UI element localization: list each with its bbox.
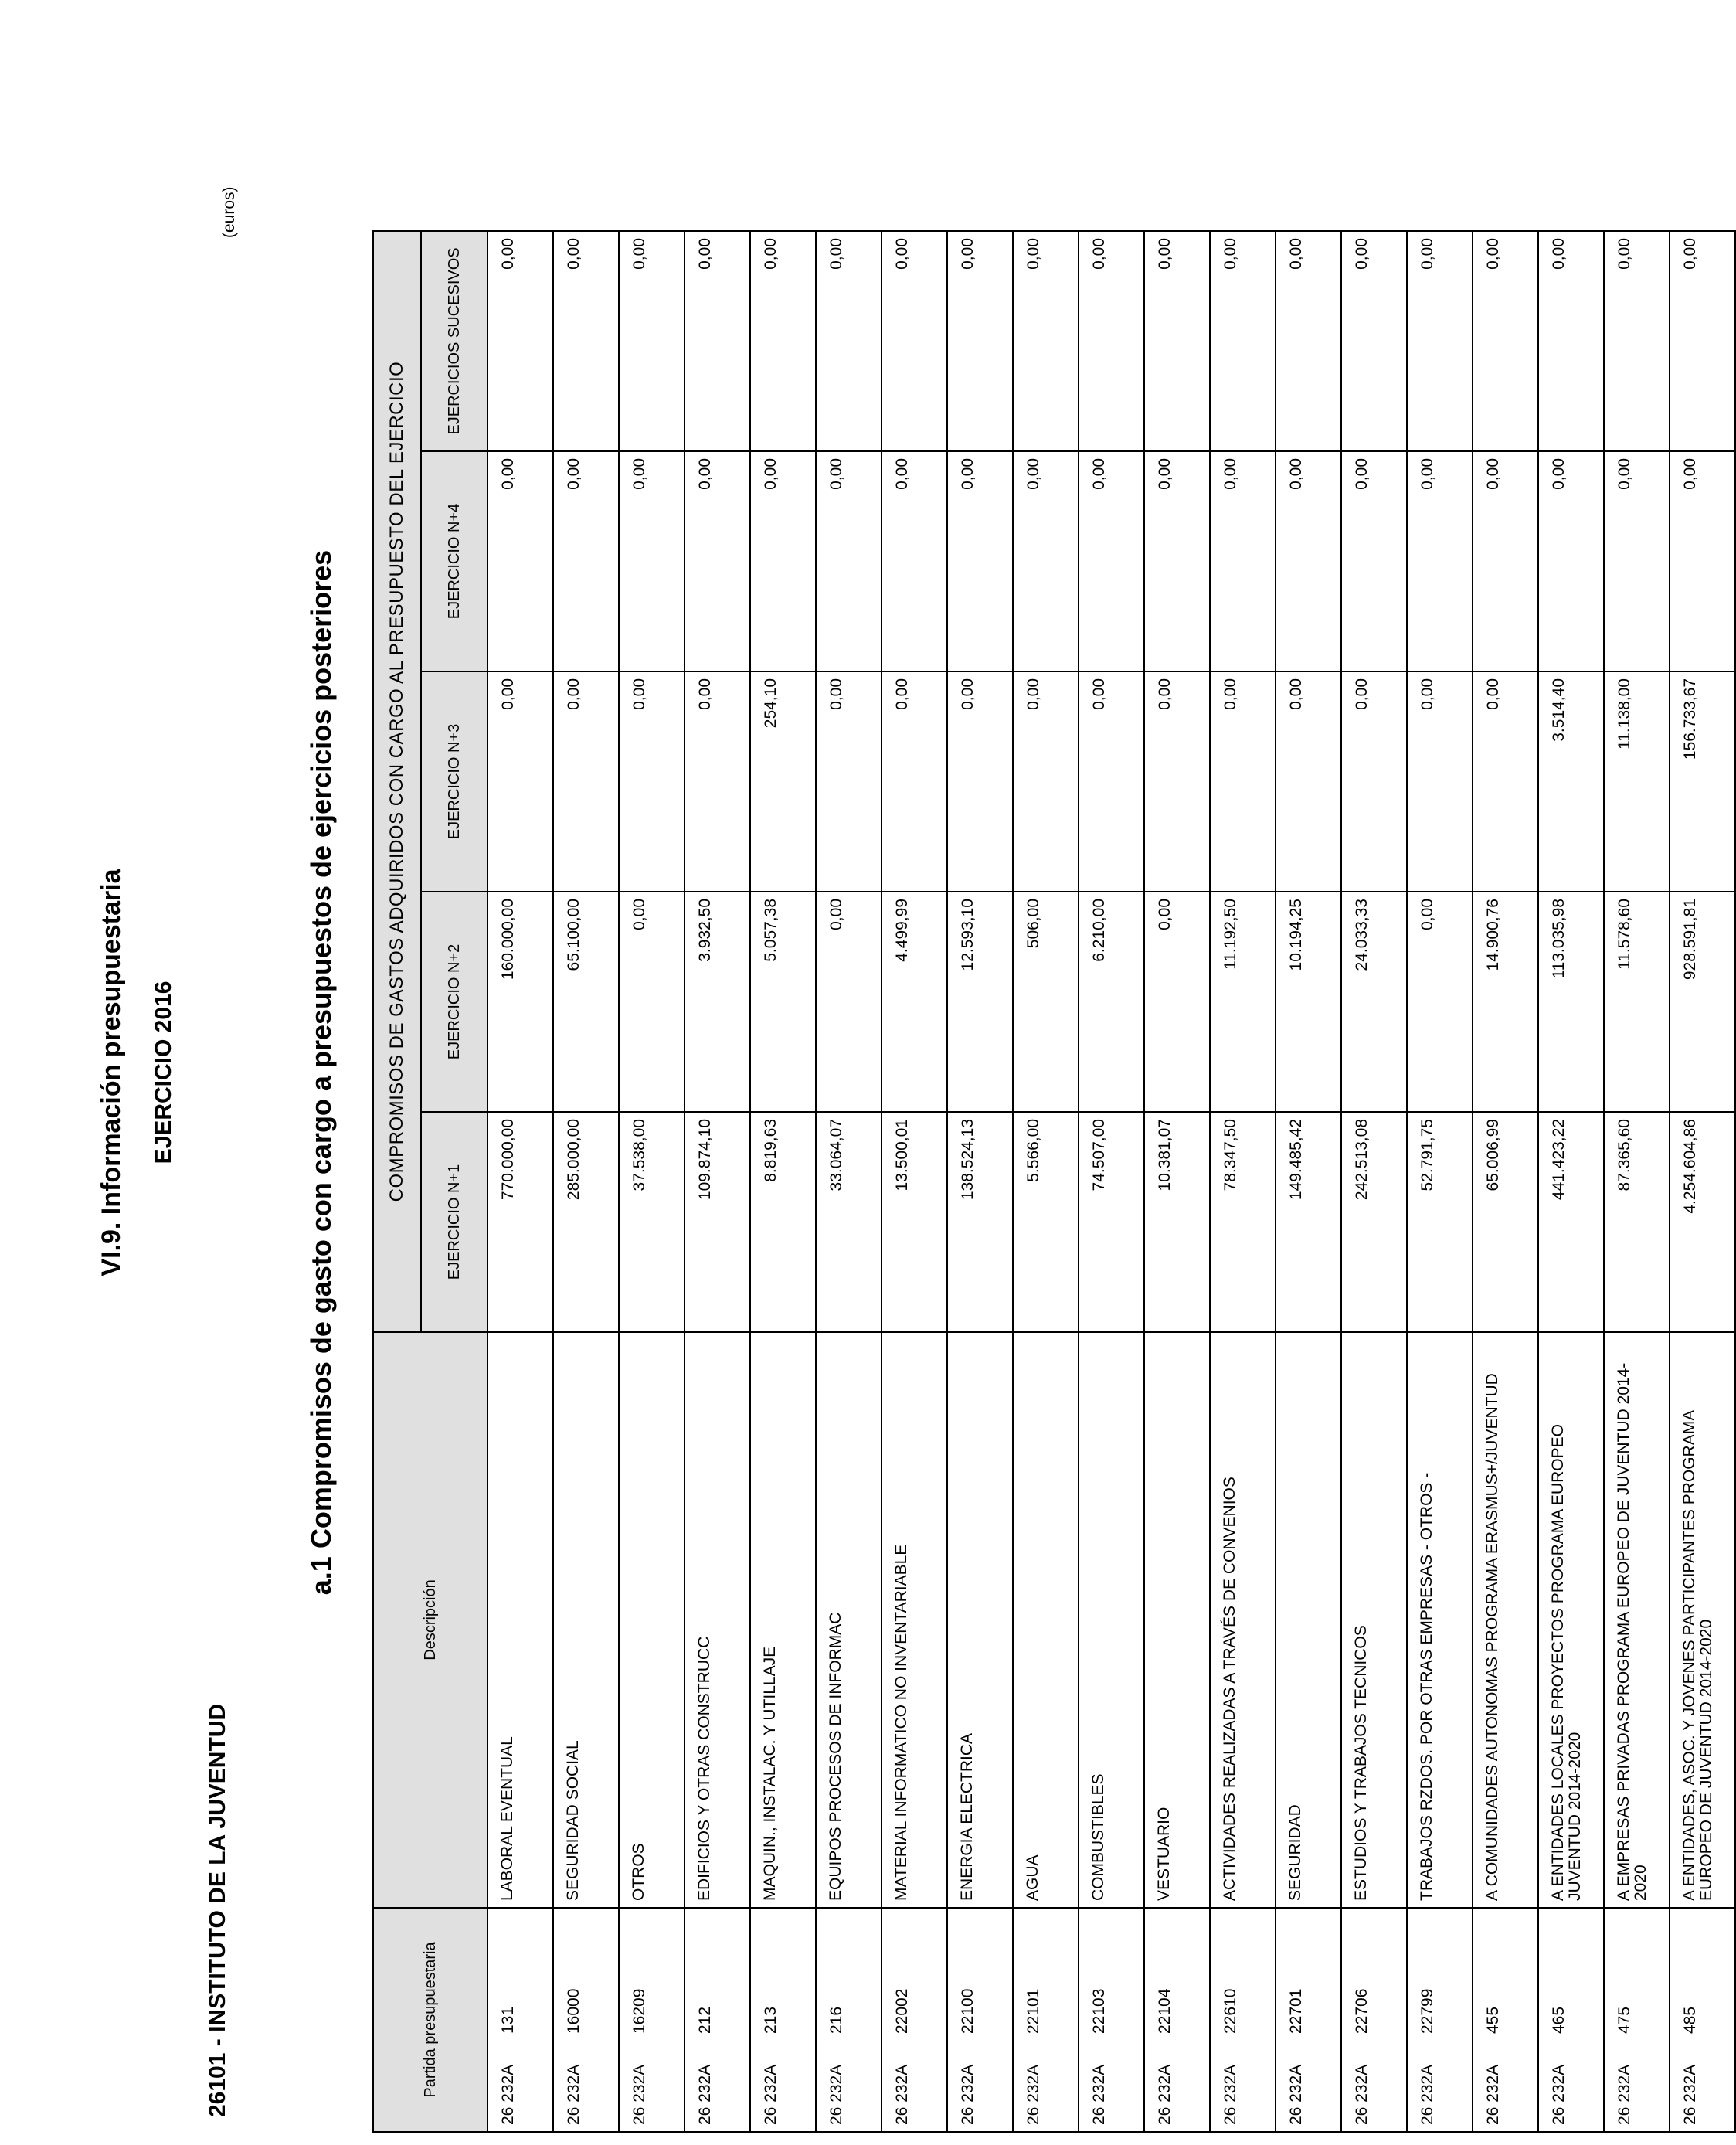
program-code: 26 232A bbox=[630, 2064, 648, 2125]
amount-suc-cell: 0,00 bbox=[1604, 231, 1670, 451]
header-partida: Partida presupuestaria bbox=[373, 1908, 488, 2132]
partida-cell bbox=[1407, 1908, 1473, 2132]
amount-suc-cell: 0,00 bbox=[1670, 231, 1735, 451]
table-row bbox=[1276, 231, 1341, 2132]
amount-suc-cell: 0,00 bbox=[619, 231, 685, 451]
table-row bbox=[488, 231, 553, 2132]
description-cell: ACTIVIDADES REALIZADAS A TRAVÉS DE CONVENIOS bbox=[1210, 1332, 1276, 1908]
amount-n3-cell: 11.138,00 bbox=[1604, 671, 1670, 892]
amount-n3-cell: 0,00 bbox=[619, 671, 685, 892]
amount-n3-cell: 0,00 bbox=[1144, 671, 1210, 892]
economic-code: 16000 bbox=[565, 1988, 583, 2034]
amount-suc-cell: 0,00 bbox=[685, 231, 750, 451]
description-cell: EQUIPOS PROCESOS DE INFORMAC bbox=[816, 1332, 882, 1908]
amount-n2-cell: 10.194,25 bbox=[1276, 892, 1341, 1112]
amount-n2-cell: 928.591,81 bbox=[1670, 892, 1735, 1112]
currency-units-label: (euros) bbox=[220, 186, 238, 238]
amount-suc-cell: 0,00 bbox=[816, 231, 882, 451]
partida-cell bbox=[1210, 1908, 1276, 2132]
amount-n4-cell: 0,00 bbox=[619, 451, 685, 671]
description-cell: LABORAL EVENTUAL bbox=[488, 1332, 553, 1908]
amount-n4-cell: 0,00 bbox=[750, 451, 816, 671]
economic-code: 465 bbox=[1550, 2006, 1568, 2034]
amount-n3-cell: 0,00 bbox=[1341, 671, 1407, 892]
amount-n4-cell: 0,00 bbox=[1079, 451, 1144, 671]
amount-n2-cell: 3.932,50 bbox=[685, 892, 750, 1112]
program-code: 26 232A bbox=[959, 2064, 977, 2125]
program-code: 26 232A bbox=[1550, 2064, 1568, 2125]
amount-n2-cell: 113.035,98 bbox=[1538, 892, 1604, 1112]
amount-n4-cell: 0,00 bbox=[1670, 451, 1735, 671]
program-code: 26 232A bbox=[1287, 2064, 1305, 2125]
amount-n2-cell: 160.000,00 bbox=[488, 892, 553, 1112]
description-cell: AGUA bbox=[1013, 1332, 1079, 1908]
amount-n1-cell: 242.513,08 bbox=[1341, 1112, 1407, 1332]
amount-n1-cell: 4.254.604,86 bbox=[1670, 1112, 1735, 1332]
amount-n1-cell: 37.538,00 bbox=[619, 1112, 685, 1332]
economic-code: 485 bbox=[1681, 2006, 1699, 2034]
header-descripcion: Descripción bbox=[373, 1332, 488, 1908]
economic-code: 22002 bbox=[893, 1988, 911, 2034]
partida-cell bbox=[488, 1908, 553, 2132]
amount-suc-cell: 0,00 bbox=[553, 231, 619, 451]
description-cell: COMBUSTIBLES bbox=[1079, 1332, 1144, 1908]
amount-suc-cell: 0,00 bbox=[1079, 231, 1144, 451]
table-row bbox=[553, 231, 619, 2132]
amount-n3-cell: 0,00 bbox=[553, 671, 619, 892]
amount-n4-cell: 0,00 bbox=[1341, 451, 1407, 671]
amount-n4-cell: 0,00 bbox=[1144, 451, 1210, 671]
economic-code: 131 bbox=[499, 2006, 517, 2034]
table-row bbox=[1210, 231, 1276, 2132]
table-row bbox=[1079, 231, 1144, 2132]
amount-n3-cell: 0,00 bbox=[1079, 671, 1144, 892]
amount-n3-cell: 0,00 bbox=[685, 671, 750, 892]
amount-suc-cell: 0,00 bbox=[1276, 231, 1341, 451]
economic-code: 22101 bbox=[1024, 1988, 1042, 2034]
economic-code: 22100 bbox=[959, 1988, 977, 2034]
partida-cell bbox=[1079, 1908, 1144, 2132]
economic-code: 22799 bbox=[1418, 1988, 1436, 2034]
amount-suc-cell: 0,00 bbox=[750, 231, 816, 451]
program-code: 26 232A bbox=[565, 2064, 583, 2125]
economic-code: 22103 bbox=[1090, 1988, 1108, 2034]
economic-code: 455 bbox=[1484, 2006, 1502, 2034]
amount-n4-cell: 0,00 bbox=[1013, 451, 1079, 671]
partida-cell bbox=[1604, 1908, 1670, 2132]
partida-cell bbox=[553, 1908, 619, 2132]
amount-n2-cell: 14.900,76 bbox=[1473, 892, 1538, 1112]
program-code: 26 232A bbox=[1615, 2064, 1633, 2125]
amount-n3-cell: 0,00 bbox=[1013, 671, 1079, 892]
table-body bbox=[488, 231, 1735, 2132]
amount-n2-cell: 4.499,99 bbox=[882, 892, 947, 1112]
economic-code: 475 bbox=[1615, 2006, 1633, 2034]
amount-suc-cell: 0,00 bbox=[947, 231, 1013, 451]
amount-n2-cell: 506,00 bbox=[1013, 892, 1079, 1112]
amount-n4-cell: 0,00 bbox=[685, 451, 750, 671]
amount-suc-cell: 0,00 bbox=[1538, 231, 1604, 451]
amount-n1-cell: 109.874,10 bbox=[685, 1112, 750, 1332]
amount-n1-cell: 8.819,63 bbox=[750, 1112, 816, 1332]
program-code: 26 232A bbox=[762, 2064, 780, 2125]
economic-code: 16209 bbox=[630, 1988, 648, 2034]
amount-n1-cell: 52.791,75 bbox=[1407, 1112, 1473, 1332]
amount-n4-cell: 0,00 bbox=[1538, 451, 1604, 671]
program-code: 26 232A bbox=[1681, 2064, 1699, 2125]
amount-n1-cell: 87.365,60 bbox=[1604, 1112, 1670, 1332]
amount-n1-cell: 33.064,07 bbox=[816, 1112, 882, 1332]
amount-suc-cell: 0,00 bbox=[1013, 231, 1079, 451]
partida-cell bbox=[1670, 1908, 1735, 2132]
program-code: 26 232A bbox=[1090, 2064, 1108, 2125]
description-cell: MAQUIN., INSTALAC. Y UTILLAJE bbox=[750, 1332, 816, 1908]
amount-n3-cell: 0,00 bbox=[1473, 671, 1538, 892]
program-code: 26 232A bbox=[696, 2064, 714, 2125]
amount-n2-cell: 6.210,00 bbox=[1079, 892, 1144, 1112]
description-cell: A EMPRESAS PRIVADAS PROGRAMA EUROPEO DE JUVENTUD 2014-2020 bbox=[1604, 1332, 1670, 1908]
economic-code: 22104 bbox=[1156, 1988, 1174, 2034]
partida-cell bbox=[882, 1908, 947, 2132]
description-cell: OTROS bbox=[619, 1332, 685, 1908]
header-ejercicio-n4: EJERCICIO N+4 bbox=[421, 451, 488, 671]
amount-suc-cell: 0,00 bbox=[1210, 231, 1276, 451]
table-row bbox=[1144, 231, 1210, 2132]
amount-n3-cell: 0,00 bbox=[488, 671, 553, 892]
description-cell: ESTUDIOS Y TRABAJOS TECNICOS bbox=[1341, 1332, 1407, 1908]
partida-cell bbox=[685, 1908, 750, 2132]
amount-n1-cell: 138.524,13 bbox=[947, 1112, 1013, 1332]
program-code: 26 232A bbox=[1156, 2064, 1174, 2125]
table-row bbox=[947, 231, 1013, 2132]
table-row bbox=[619, 231, 685, 2132]
partida-cell bbox=[1144, 1908, 1210, 2132]
amount-n4-cell: 0,00 bbox=[816, 451, 882, 671]
amount-n1-cell: 10.381,07 bbox=[1144, 1112, 1210, 1332]
amount-n2-cell: 0,00 bbox=[619, 892, 685, 1112]
amount-n2-cell: 11.578,60 bbox=[1604, 892, 1670, 1112]
amount-n4-cell: 0,00 bbox=[553, 451, 619, 671]
amount-n2-cell: 0,00 bbox=[816, 892, 882, 1112]
header-ejercicio-n1: EJERCICIO N+1 bbox=[421, 1112, 488, 1332]
header-ejercicio-n2: EJERCICIO N+2 bbox=[421, 892, 488, 1112]
amount-n2-cell: 0,00 bbox=[1407, 892, 1473, 1112]
program-code: 26 232A bbox=[827, 2064, 845, 2125]
table-row bbox=[1341, 231, 1407, 2132]
amount-n1-cell: 74.507,00 bbox=[1079, 1112, 1144, 1332]
amount-n1-cell: 65.006,99 bbox=[1473, 1112, 1538, 1332]
amount-n3-cell: 0,00 bbox=[816, 671, 882, 892]
partida-cell bbox=[1276, 1908, 1341, 2132]
amount-n1-cell: 5.566,00 bbox=[1013, 1112, 1079, 1332]
partida-cell bbox=[1341, 1908, 1407, 2132]
amount-n3-cell: 0,00 bbox=[1407, 671, 1473, 892]
economic-code: 216 bbox=[827, 2006, 845, 2034]
amount-n1-cell: 770.000,00 bbox=[488, 1112, 553, 1332]
amount-n1-cell: 13.500,01 bbox=[882, 1112, 947, 1332]
table-row bbox=[816, 231, 882, 2132]
page-title: VI.9. Información presupuestaria bbox=[97, 869, 126, 1276]
partida-cell bbox=[619, 1908, 685, 2132]
amount-n4-cell: 0,00 bbox=[1604, 451, 1670, 671]
amount-suc-cell: 0,00 bbox=[1341, 231, 1407, 451]
section-title: a.1 Compromisos de gasto con cargo a presupuestos de ejercicios posteriores bbox=[305, 549, 337, 1596]
program-code: 26 232A bbox=[1221, 2064, 1239, 2125]
description-cell: A COMUNIDADES AUTONOMAS PROGRAMA ERASMUS+/JUVENTUD bbox=[1473, 1332, 1538, 1908]
amount-n3-cell: 0,00 bbox=[1276, 671, 1341, 892]
partida-cell bbox=[816, 1908, 882, 2132]
amount-n3-cell: 0,00 bbox=[882, 671, 947, 892]
program-code: 26 232A bbox=[1418, 2064, 1436, 2125]
amount-n3-cell: 254,10 bbox=[750, 671, 816, 892]
description-cell: SEGURIDAD SOCIAL bbox=[553, 1332, 619, 1908]
description-cell: MATERIAL INFORMATICO NO INVENTARIABLE bbox=[882, 1332, 947, 1908]
description-cell: TRABAJOS RZDOS. POR OTRAS EMPRESAS - OTROS - bbox=[1407, 1332, 1473, 1908]
header-ejercicio-n3: EJERCICIO N+3 bbox=[421, 671, 488, 892]
amount-suc-cell: 0,00 bbox=[488, 231, 553, 451]
description-cell: EDIFICIOS Y OTRAS CONSTRUCC bbox=[685, 1332, 750, 1908]
header-commitments-group: COMPROMISOS DE GASTOS ADQUIRIDOS CON CARGO AL PRESUPUESTO DEL EJERCICIO bbox=[373, 231, 421, 1332]
amount-suc-cell: 0,00 bbox=[1407, 231, 1473, 451]
economic-code: 22706 bbox=[1353, 1988, 1371, 2034]
amount-n4-cell: 0,00 bbox=[947, 451, 1013, 671]
commitments-table bbox=[372, 230, 1736, 2133]
economic-code: 22610 bbox=[1221, 1988, 1239, 2034]
partida-cell bbox=[750, 1908, 816, 2132]
table-row bbox=[1473, 231, 1538, 2132]
table-row bbox=[1604, 231, 1670, 2132]
program-code: 26 232A bbox=[1484, 2064, 1502, 2125]
program-code: 26 232A bbox=[893, 2064, 911, 2125]
amount-suc-cell: 0,00 bbox=[882, 231, 947, 451]
table-row bbox=[1670, 231, 1735, 2132]
amount-n2-cell: 24.033,33 bbox=[1341, 892, 1407, 1112]
partida-cell bbox=[1473, 1908, 1538, 2132]
amount-n4-cell: 0,00 bbox=[1276, 451, 1341, 671]
amount-n3-cell: 0,00 bbox=[1210, 671, 1276, 892]
table-row bbox=[1538, 231, 1604, 2132]
program-code: 26 232A bbox=[1024, 2064, 1042, 2125]
description-cell: A ENTIDADES, ASOC. Y JOVENES PARTICIPANTES PROGRAMA EUROPEO DE JUVENTUD 2014-2020 bbox=[1670, 1332, 1735, 1908]
amount-suc-cell: 0,00 bbox=[1144, 231, 1210, 451]
amount-n2-cell: 0,00 bbox=[1144, 892, 1210, 1112]
amount-n4-cell: 0,00 bbox=[1473, 451, 1538, 671]
amount-n1-cell: 78.347,50 bbox=[1210, 1112, 1276, 1332]
partida-cell bbox=[947, 1908, 1013, 2132]
amount-n1-cell: 441.423,22 bbox=[1538, 1112, 1604, 1332]
amount-n3-cell: 156.733,67 bbox=[1670, 671, 1735, 892]
program-code: 26 232A bbox=[1353, 2064, 1371, 2125]
description-cell: ENERGIA ELECTRICA bbox=[947, 1332, 1013, 1908]
amount-n2-cell: 12.593,10 bbox=[947, 892, 1013, 1112]
amount-n3-cell: 0,00 bbox=[947, 671, 1013, 892]
table-row bbox=[882, 231, 947, 2132]
amount-n2-cell: 11.192,50 bbox=[1210, 892, 1276, 1112]
amount-n2-cell: 65.100,00 bbox=[553, 892, 619, 1112]
amount-n4-cell: 0,00 bbox=[1407, 451, 1473, 671]
table-row bbox=[1013, 231, 1079, 2132]
amount-suc-cell: 0,00 bbox=[1473, 231, 1538, 451]
partida-cell bbox=[1013, 1908, 1079, 2132]
header-ejercicios-sucesivos: EJERCICIOS SUCESIVOS bbox=[421, 231, 488, 451]
organization-label: 26101 - INSTITUTO DE LA JUVENTUD bbox=[205, 1703, 230, 2117]
amount-n2-cell: 5.057,38 bbox=[750, 892, 816, 1112]
economic-code: 213 bbox=[762, 2006, 780, 2034]
amount-n4-cell: 0,00 bbox=[882, 451, 947, 671]
table-row bbox=[1407, 231, 1473, 2132]
description-cell: VESTUARIO bbox=[1144, 1332, 1210, 1908]
economic-code: 22701 bbox=[1287, 1988, 1305, 2034]
economic-code: 212 bbox=[696, 2006, 714, 2034]
amount-n1-cell: 149.485,42 bbox=[1276, 1112, 1341, 1332]
table-row bbox=[750, 231, 816, 2132]
program-code: 26 232A bbox=[499, 2064, 517, 2125]
amount-n4-cell: 0,00 bbox=[1210, 451, 1276, 671]
description-cell: A ENTIDADES LOCALES PROYECTOS PROGRAMA EUROPEO JUVENTUD 2014-2020 bbox=[1538, 1332, 1604, 1908]
description-cell: SEGURIDAD bbox=[1276, 1332, 1341, 1908]
partida-cell bbox=[1538, 1908, 1604, 2132]
amount-n1-cell: 285.000,00 bbox=[553, 1112, 619, 1332]
amount-n4-cell: 0,00 bbox=[488, 451, 553, 671]
fiscal-year-subtitle: EJERCICIO 2016 bbox=[151, 981, 176, 1164]
table-row bbox=[685, 231, 750, 2132]
amount-n3-cell: 3.514,40 bbox=[1538, 671, 1604, 892]
